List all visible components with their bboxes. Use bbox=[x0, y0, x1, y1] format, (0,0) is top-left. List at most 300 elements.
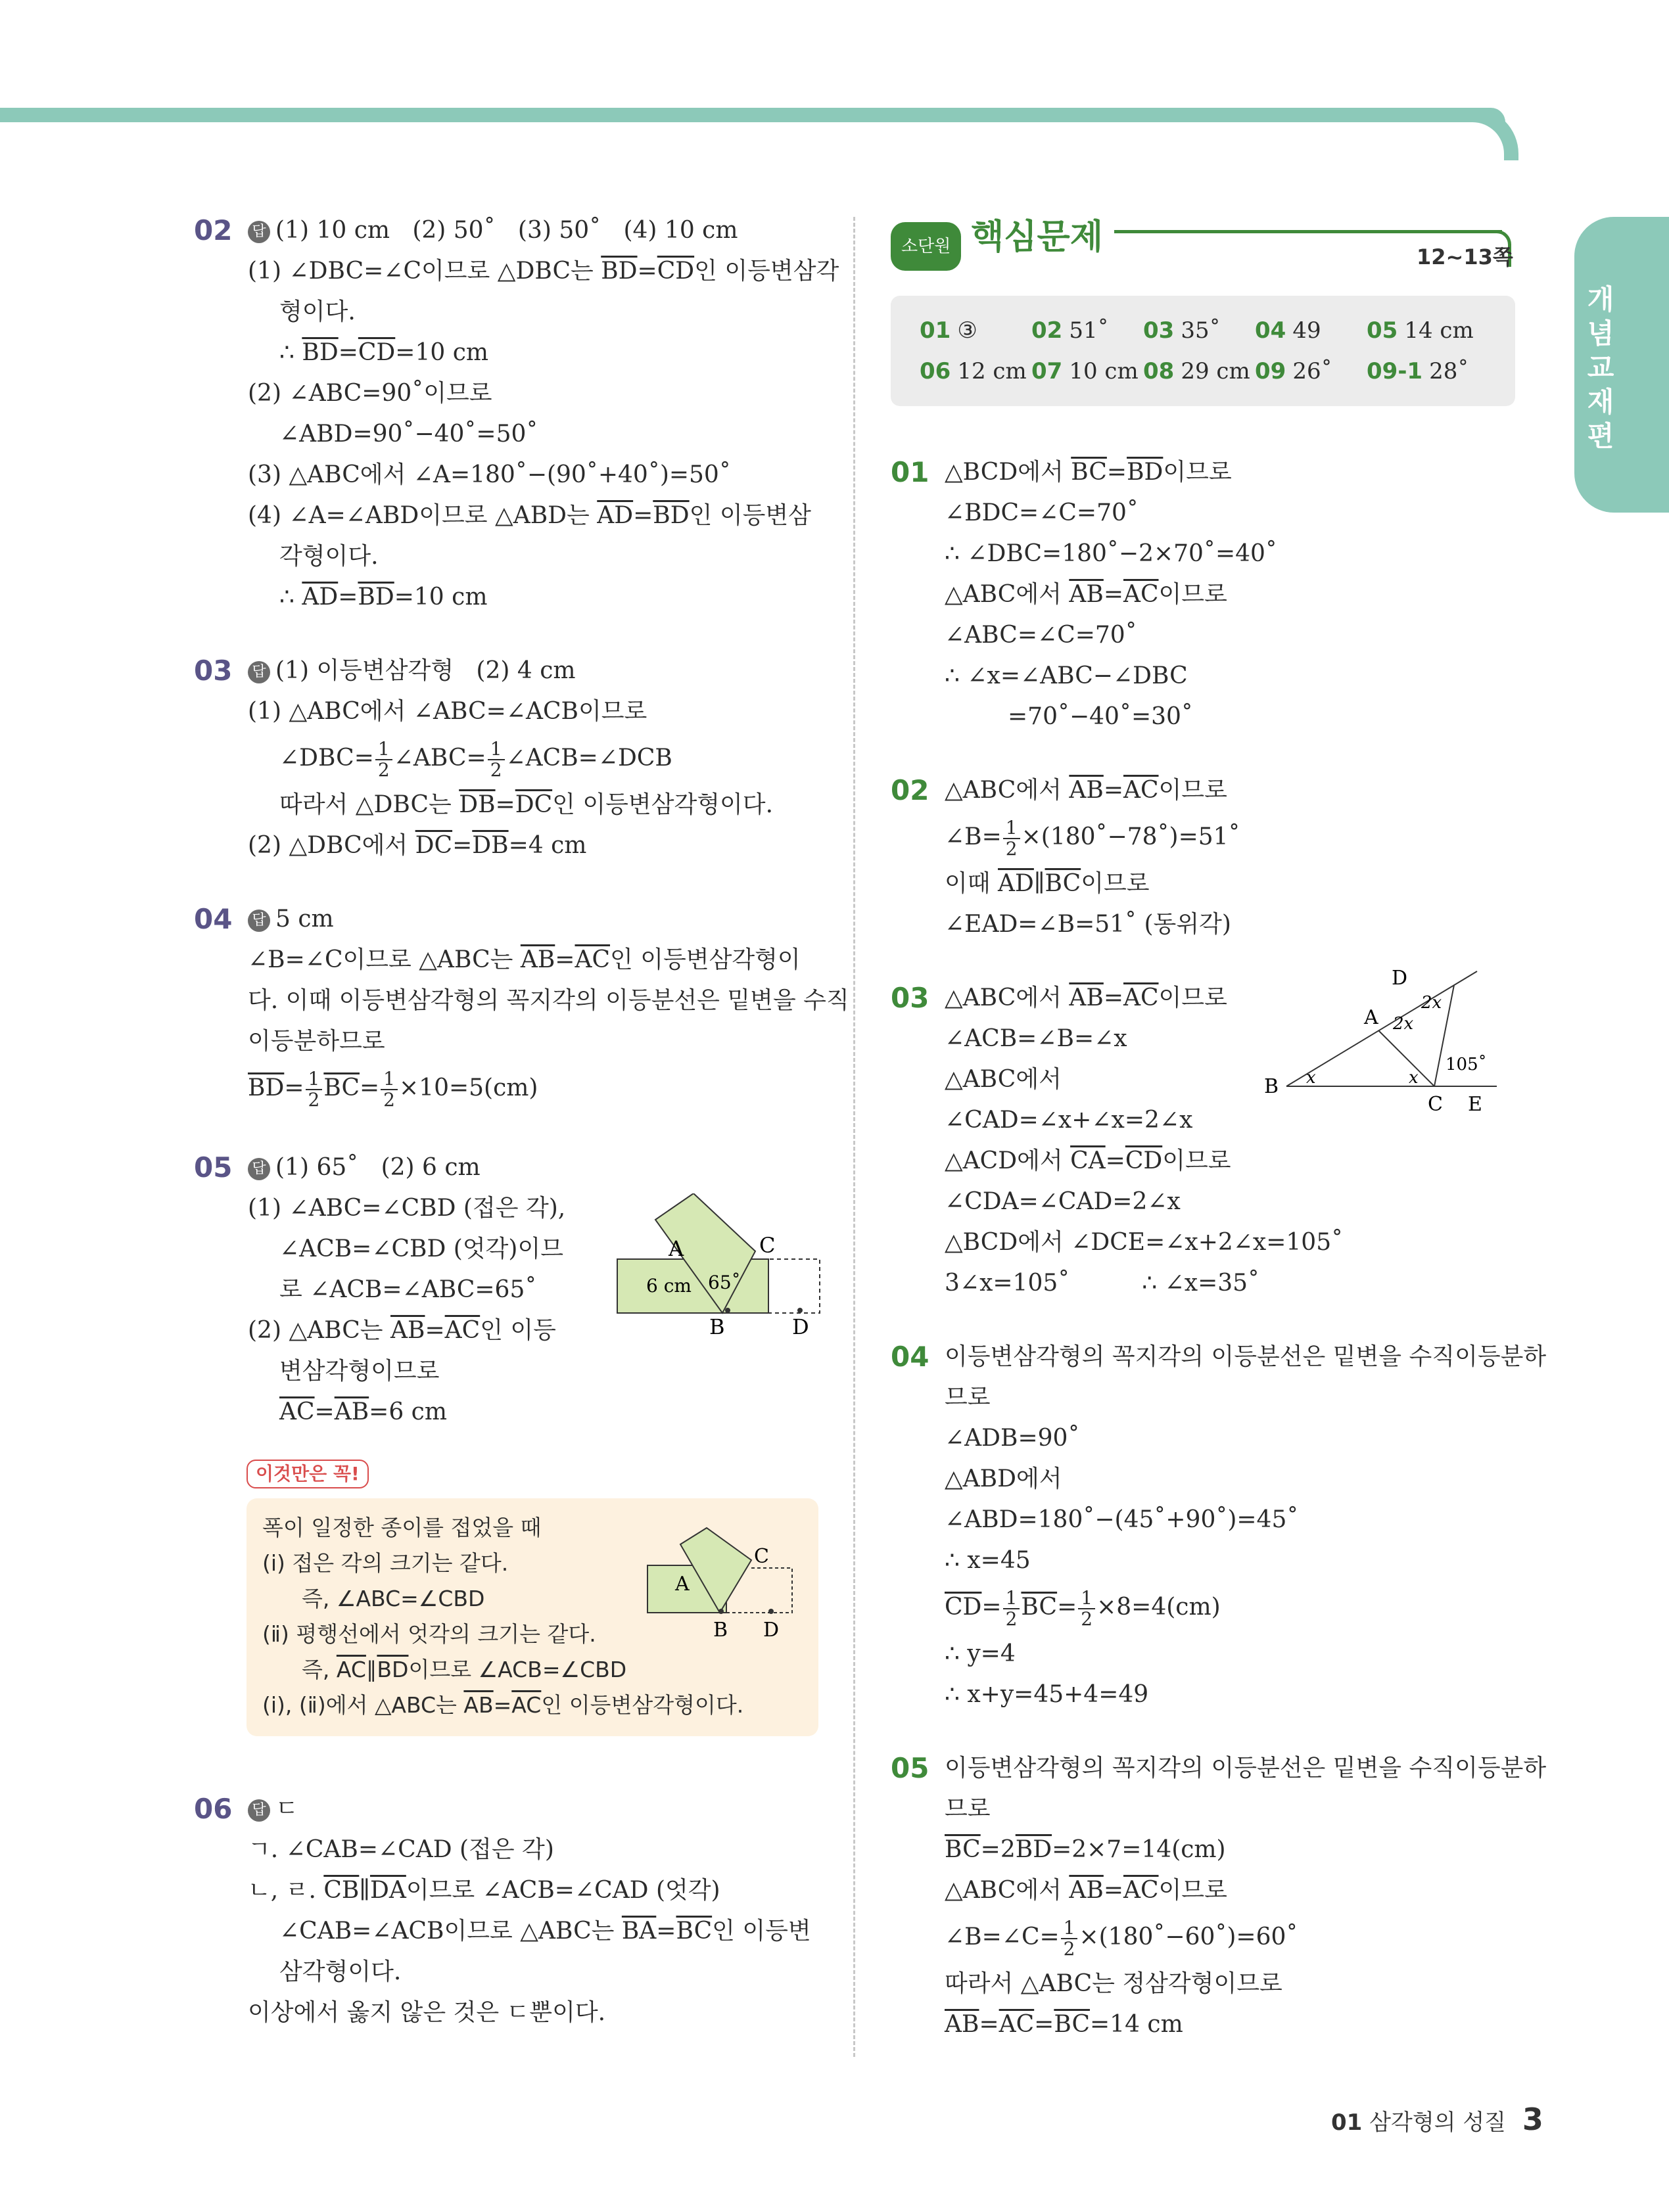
numerator: 1 bbox=[375, 739, 392, 760]
segment: $\overline{CD}$ bbox=[358, 339, 396, 366]
segment: $\overline{BD}$ bbox=[377, 1657, 409, 1682]
label-angle-d: 2x bbox=[1421, 993, 1442, 1013]
top-bar-curve bbox=[1466, 108, 1518, 160]
summary-row bbox=[920, 310, 1486, 351]
item-number: 04 bbox=[1255, 317, 1286, 344]
text: = bbox=[656, 1918, 676, 1945]
label-angle-a: 2x bbox=[1393, 1014, 1414, 1034]
text: ∥ bbox=[365, 1657, 377, 1682]
text: 인 이등변삼 bbox=[689, 502, 811, 529]
denominator: 2 bbox=[1081, 1608, 1093, 1630]
text: 이등분하므로 bbox=[248, 1028, 385, 1055]
text: (3) △ABC에서 ∠A=180˚−(90˚+40˚)=50˚ bbox=[248, 461, 731, 488]
text: ×8=4(cm) bbox=[1096, 1594, 1221, 1621]
segment: $\overline{AB}$ bbox=[334, 1398, 369, 1425]
item-answer: 12 cm bbox=[957, 358, 1027, 384]
tip-folded-paper-figure bbox=[641, 1518, 805, 1643]
text: 므로 bbox=[945, 1795, 991, 1822]
text: ∴ x=45 bbox=[945, 1547, 1031, 1574]
text: ∠EAD=∠B=51˚ (동위각) bbox=[945, 911, 1231, 938]
text: ㄱ. ∠CAB=∠CAD (접은 각) bbox=[248, 1836, 554, 1863]
section-pages: 12~13쪽 bbox=[1417, 244, 1513, 269]
text: ∴ bbox=[279, 584, 302, 611]
text: 인 이등변 bbox=[712, 1918, 811, 1945]
text: ∴ ∠DBC=180˚−2×70˚=40˚ bbox=[945, 540, 1277, 567]
denominator: 2 bbox=[377, 759, 390, 781]
text: =2×7=14(cm) bbox=[1052, 1836, 1226, 1863]
answer: (1) 이등변삼각형 (2) 4 cm bbox=[275, 657, 576, 684]
problem-number: 02 bbox=[194, 214, 233, 246]
text: ∥ bbox=[1033, 870, 1045, 897]
answer: ㄷ bbox=[275, 1795, 298, 1822]
segment: $\overline{AC}$ bbox=[1123, 581, 1159, 608]
text: 따라서 △DBC는 bbox=[279, 791, 459, 818]
segment: $\overline{BD}$ bbox=[1127, 459, 1164, 486]
label-angle-c: x bbox=[1409, 1068, 1419, 1088]
text: =2 bbox=[980, 1836, 1016, 1863]
summary-item bbox=[920, 310, 1031, 351]
item-number: 07 bbox=[1031, 358, 1063, 384]
text: ∠ABD=90˚−40˚=50˚ bbox=[279, 421, 538, 448]
text: = bbox=[1103, 777, 1123, 804]
tip-section bbox=[247, 1452, 818, 1736]
text: ∠BDC=∠C=70˚ bbox=[945, 499, 1139, 526]
text: 이때 bbox=[945, 870, 998, 897]
summary-row bbox=[920, 351, 1486, 392]
label-b: B bbox=[1264, 1075, 1279, 1098]
text: =10 cm bbox=[395, 339, 488, 366]
footer-title: 삼각형의 성질 bbox=[1369, 2109, 1507, 2136]
item-answer: 35˚ bbox=[1181, 317, 1221, 344]
text: ∠ABC=∠C=70˚ bbox=[945, 622, 1137, 649]
text: = bbox=[1034, 2011, 1054, 2038]
text: 이므로 ∠ACB=∠CBD bbox=[408, 1657, 627, 1682]
segment: $\overline{AC}$ bbox=[1123, 777, 1159, 804]
numerator: 1 bbox=[381, 1069, 398, 1090]
point-b bbox=[725, 1308, 730, 1313]
label-length: 6 cm bbox=[646, 1275, 692, 1297]
text: 이므로 bbox=[1081, 870, 1150, 897]
text: = bbox=[637, 258, 657, 285]
summary-item bbox=[1143, 310, 1255, 351]
text: = bbox=[338, 339, 358, 366]
text: = bbox=[979, 2011, 999, 2038]
text: ∴ ∠x=35˚ bbox=[1142, 1270, 1260, 1297]
text: ∠B=∠C이므로 △ABC는 bbox=[248, 946, 521, 973]
item-number: 02 bbox=[1031, 317, 1063, 344]
segment: $\overline{BA}$ bbox=[621, 1918, 657, 1945]
item-number: 01 bbox=[920, 317, 951, 344]
section-title: 핵심문제 bbox=[971, 218, 1103, 257]
denominator: 2 bbox=[383, 1089, 395, 1111]
segment: $\overline{AC}$ bbox=[1123, 984, 1159, 1011]
text: =70˚−40˚=30˚ bbox=[1008, 703, 1193, 730]
item-answer: 14 cm bbox=[1404, 317, 1474, 344]
text: 므로 bbox=[945, 1384, 991, 1411]
text: ×(180˚−60˚)=60˚ bbox=[1079, 1924, 1298, 1950]
segment: $\overline{BD}$ bbox=[601, 258, 638, 285]
text: ∠ACB=∠DCB bbox=[505, 745, 672, 772]
text: (ⅰ), (ⅱ)에서 △ABC는 bbox=[262, 1692, 464, 1718]
item-answer: 51˚ bbox=[1069, 317, 1109, 344]
text: △ABD에서 bbox=[945, 1465, 1062, 1492]
label-d: D bbox=[792, 1314, 809, 1338]
label-d: D bbox=[1392, 967, 1408, 990]
column-divider bbox=[853, 217, 855, 2057]
text: 따라서 △ABC는 정삼각형이므로 bbox=[945, 1970, 1282, 1997]
segment: $\overline{BD}$ bbox=[1015, 1836, 1052, 1863]
item-number: 08 bbox=[1143, 358, 1175, 384]
text: (ⅰ) 접은 각의 크기는 같다. bbox=[262, 1550, 509, 1576]
segment: $\overline{BC}$ bbox=[1045, 870, 1081, 897]
core-solution-04 bbox=[891, 1337, 1547, 1715]
denominator: 2 bbox=[1005, 1608, 1018, 1630]
denominator: 2 bbox=[308, 1089, 320, 1111]
segment: $\overline{BD}$ bbox=[302, 339, 339, 366]
segment: $\overline{BC}$ bbox=[1054, 2011, 1091, 2038]
text: = bbox=[1057, 1594, 1077, 1621]
solution-04 bbox=[194, 899, 849, 1115]
numerator: 1 bbox=[1003, 1588, 1020, 1609]
item-answer: 26˚ bbox=[1292, 358, 1332, 384]
fraction bbox=[381, 1069, 398, 1110]
tip-box bbox=[247, 1498, 818, 1736]
text: △ABC에서 bbox=[945, 984, 1070, 1011]
label-d: D bbox=[763, 1619, 780, 1642]
segment: $\overline{AB}$ bbox=[1069, 1877, 1104, 1904]
segment: $\overline{AC}$ bbox=[279, 1398, 315, 1425]
segment: $\overline{AB}$ bbox=[390, 1317, 425, 1344]
page-footer bbox=[1331, 2102, 1543, 2137]
text: 이므로 ∠ACB=∠CAD (엇각) bbox=[406, 1877, 720, 1904]
answer: (1) 65˚ (2) 6 cm bbox=[275, 1154, 481, 1181]
label-c: C bbox=[759, 1233, 776, 1258]
text: ∠ADB=90˚ bbox=[945, 1425, 1080, 1452]
answer-icon: 답 bbox=[248, 1158, 270, 1180]
text: (4) ∠A=∠ABD이므로 △ABD는 bbox=[248, 502, 598, 529]
segment: $\overline{AB}$ bbox=[1069, 777, 1104, 804]
numerator: 1 bbox=[1061, 1918, 1078, 1939]
text: 이므로 bbox=[1158, 581, 1227, 608]
text: = bbox=[284, 1074, 304, 1101]
label-c: C bbox=[1428, 1093, 1443, 1116]
denominator: 2 bbox=[490, 759, 502, 781]
summary-item bbox=[1255, 351, 1367, 392]
text: 이등변삼각형의 꼭지각의 이등분선은 밑변을 수직이등분하 bbox=[945, 1755, 1547, 1782]
segment: $\overline{BC}$ bbox=[1021, 1594, 1058, 1621]
segment: $\overline{AC}$ bbox=[511, 1692, 542, 1718]
text: ∠ACB=∠CBD (엇각)이므 bbox=[279, 1235, 563, 1262]
problem-number: 03 bbox=[891, 982, 929, 1014]
text: = bbox=[493, 1692, 512, 1718]
text: ∠CAB=∠ACB이므로 △ABC는 bbox=[279, 1918, 622, 1945]
solution-05 bbox=[194, 1147, 825, 1433]
footer-unit: 01 bbox=[1331, 2109, 1363, 2136]
label-c: C bbox=[754, 1545, 769, 1568]
label-b: B bbox=[709, 1314, 725, 1338]
segment: $\overline{AB}$ bbox=[945, 2011, 979, 2038]
segment: $\overline{DB}$ bbox=[472, 832, 509, 859]
problem-number: 02 bbox=[891, 774, 929, 806]
text: 인 이등변삼각형이다. bbox=[552, 791, 774, 818]
item-answer: 29 cm bbox=[1181, 358, 1250, 384]
fraction bbox=[1078, 1588, 1095, 1629]
text: 폭이 일정한 종이를 접었을 때 bbox=[262, 1515, 542, 1540]
text: 형이다. bbox=[279, 298, 356, 325]
text: = bbox=[1106, 459, 1127, 486]
text: ∴ ∠x=∠ABC−∠DBC bbox=[945, 662, 1188, 689]
text: ∠CDA=∠CAD=2∠x bbox=[945, 1188, 1181, 1215]
segment: $\overline{BC}$ bbox=[323, 1074, 360, 1101]
text: (1) ∠ABC=∠CBD (접은 각), bbox=[248, 1195, 566, 1222]
text: (2) ∠ABC=90˚이므로 bbox=[248, 380, 492, 407]
answer: (1) 10 cm (2) 50˚ (3) 50˚ (4) 10 cm bbox=[275, 217, 738, 244]
text: ∠DBC= bbox=[279, 745, 374, 772]
segment: $\overline{BD}$ bbox=[653, 502, 690, 529]
page-number: 3 bbox=[1522, 2102, 1543, 2137]
point-b bbox=[718, 1609, 724, 1614]
solution-02 bbox=[194, 210, 839, 618]
text: 3∠x=105˚ bbox=[945, 1270, 1070, 1297]
summary-item bbox=[1367, 351, 1469, 392]
text: = bbox=[555, 946, 575, 973]
item-answer: 28˚ bbox=[1429, 358, 1469, 384]
point-d bbox=[797, 1308, 803, 1313]
text: = bbox=[1103, 1877, 1123, 1904]
top-decoration-bar bbox=[0, 108, 1505, 122]
text: ㄴ, ㄹ. bbox=[248, 1877, 324, 1904]
header-line bbox=[1114, 230, 1502, 233]
problem-number: 04 bbox=[194, 903, 233, 935]
label-b: B bbox=[713, 1619, 728, 1642]
segment: $\overline{DA}$ bbox=[369, 1877, 406, 1904]
segment: $\overline{BC}$ bbox=[1071, 459, 1107, 486]
segment: $\overline{AB}$ bbox=[463, 1692, 494, 1718]
answer-icon: 답 bbox=[248, 221, 270, 243]
text: = bbox=[360, 1074, 380, 1101]
item-number: 06 bbox=[920, 358, 951, 384]
segment: $\overline{BD}$ bbox=[248, 1074, 285, 1101]
text: (2) △ABC는 bbox=[248, 1317, 391, 1344]
text: 로 ∠ACB=∠ABC=65˚ bbox=[279, 1276, 537, 1303]
segment: $\overline{AC}$ bbox=[999, 2011, 1035, 2038]
text: =6 cm bbox=[369, 1398, 447, 1425]
item-number: 03 bbox=[1143, 317, 1175, 344]
problem-number: 06 bbox=[194, 1793, 233, 1825]
text: (1) △ABC에서 ∠ABC=∠ACB이므로 bbox=[248, 698, 647, 725]
segment: $\overline{AD}$ bbox=[597, 502, 634, 529]
text: △ABC에서 bbox=[945, 777, 1070, 804]
text: (2) △DBC에서 bbox=[248, 832, 415, 859]
numerator: 1 bbox=[306, 1069, 323, 1090]
summary-item bbox=[920, 351, 1031, 392]
text: △ABC에서 bbox=[945, 1877, 1070, 1904]
item-number: 05 bbox=[1367, 317, 1398, 344]
item-number: 09-1 bbox=[1367, 358, 1423, 384]
text: ∠ABD=180˚−(45˚+90˚)=45˚ bbox=[945, 1506, 1299, 1533]
segment: $\overline{BC}$ bbox=[676, 1918, 713, 1945]
segment: $\overline{BD}$ bbox=[358, 584, 394, 611]
folded-paper-figure bbox=[609, 1193, 833, 1338]
segment: $\overline{AB}$ bbox=[1069, 581, 1104, 608]
segment: $\overline{AB}$ bbox=[520, 946, 555, 973]
solution-06 bbox=[194, 1789, 825, 2033]
text: 각형이다. bbox=[279, 543, 379, 570]
text: (1) ∠DBC=∠C이므로 △DBC는 bbox=[248, 258, 601, 285]
left-column bbox=[194, 210, 849, 2066]
text: 이므로 bbox=[1163, 459, 1232, 486]
segment: $\overline{AD}$ bbox=[998, 870, 1034, 897]
text: 즉, bbox=[302, 1657, 337, 1682]
segment: $\overline{CD}$ bbox=[945, 1594, 982, 1621]
item-answer: ③ bbox=[957, 317, 977, 344]
text: 이므로 bbox=[1158, 1877, 1227, 1904]
text: 인 이등변삼각형이 bbox=[610, 946, 801, 973]
text: △BCD에서 ∠DCE=∠x+2∠x=105˚ bbox=[945, 1229, 1344, 1256]
label-e: E bbox=[1468, 1093, 1482, 1116]
right-column bbox=[891, 217, 1547, 2078]
numerator: 1 bbox=[488, 739, 505, 760]
text: △ABC에서 bbox=[945, 581, 1070, 608]
label-angle-b: x bbox=[1306, 1068, 1316, 1088]
segment: $\overline{AC}$ bbox=[1123, 1877, 1159, 1904]
fraction bbox=[1003, 818, 1020, 859]
text: △BCD에서 bbox=[945, 459, 1071, 486]
segment: $\overline{BC}$ bbox=[945, 1836, 981, 1863]
text: ∴ bbox=[279, 339, 302, 366]
text: 이상에서 옳지 않은 것은 ㄷ뿐이다. bbox=[248, 1999, 606, 2026]
problem-number: 04 bbox=[891, 1341, 929, 1373]
text: 이므로 bbox=[1158, 984, 1227, 1011]
text: = bbox=[1103, 581, 1123, 608]
summary-item bbox=[1255, 310, 1367, 351]
answer-icon: 답 bbox=[248, 661, 270, 683]
segment: $\overline{DB}$ bbox=[459, 791, 496, 818]
segment: $\overline{AC}$ bbox=[336, 1657, 366, 1682]
section-badge: 소단원 bbox=[891, 222, 961, 271]
text: ×(180˚−78˚)=51˚ bbox=[1021, 823, 1240, 850]
text: 삼각형이다. bbox=[279, 1958, 402, 1985]
text: ×10=5(cm) bbox=[399, 1074, 538, 1101]
label-a: A bbox=[669, 1236, 684, 1261]
text: ∴ y=4 bbox=[945, 1640, 1016, 1667]
text: = bbox=[314, 1398, 335, 1425]
text: ∥ bbox=[359, 1877, 370, 1904]
item-answer: 49 bbox=[1292, 317, 1321, 344]
text: =10 cm bbox=[394, 584, 488, 611]
text: 이므로 bbox=[1158, 777, 1227, 804]
text: 인 이등변삼각형이다. bbox=[541, 1692, 744, 1718]
denominator: 2 bbox=[1005, 838, 1018, 860]
label-exterior-angle: 105˚ bbox=[1446, 1055, 1487, 1074]
label-a: A bbox=[675, 1573, 690, 1596]
item-answer: 10 cm bbox=[1069, 358, 1139, 384]
section-header bbox=[891, 217, 1515, 296]
text: = bbox=[981, 1594, 1002, 1621]
core-solution-01 bbox=[891, 452, 1515, 737]
summary-item bbox=[1367, 310, 1474, 351]
denominator: 2 bbox=[1063, 1938, 1075, 1960]
text: = bbox=[633, 502, 653, 529]
answer-summary bbox=[891, 296, 1515, 406]
segment: $\overline{AC}$ bbox=[444, 1317, 481, 1344]
fraction bbox=[375, 739, 392, 780]
segment: $\overline{CD}$ bbox=[1125, 1147, 1163, 1174]
text: = bbox=[452, 832, 473, 859]
text: 즉, ∠ABC=∠CBD bbox=[302, 1586, 485, 1611]
core-solution-03 bbox=[891, 967, 1515, 1304]
text: 변삼각형이므로 bbox=[279, 1358, 440, 1385]
point-d bbox=[768, 1609, 774, 1614]
label-angle: 65˚ bbox=[708, 1272, 741, 1293]
fraction bbox=[488, 739, 505, 780]
text: 인 이등변삼각 bbox=[694, 258, 839, 285]
fraction bbox=[306, 1069, 323, 1110]
text: = bbox=[338, 584, 358, 611]
segment: $\overline{CA}$ bbox=[1070, 1147, 1106, 1174]
core-solution-02 bbox=[891, 770, 1515, 945]
fraction bbox=[1061, 1918, 1078, 1959]
text: (ⅱ) 평행선에서 엇각의 크기는 같다. bbox=[262, 1621, 596, 1647]
segment: $\overline{AD}$ bbox=[302, 584, 339, 611]
segment: $\overline{AB}$ bbox=[1069, 984, 1104, 1011]
text: ∠ACB=∠B=∠x bbox=[945, 1025, 1127, 1052]
text: ∠B=∠C= bbox=[945, 1924, 1060, 1950]
text: 이므로 bbox=[1162, 1147, 1231, 1174]
numerator: 1 bbox=[1003, 818, 1020, 839]
solution-03 bbox=[194, 651, 825, 866]
label-a: A bbox=[1364, 1006, 1378, 1029]
numerator: 1 bbox=[1078, 1588, 1095, 1609]
text: △ACD에서 bbox=[945, 1147, 1071, 1174]
text: = bbox=[425, 1317, 445, 1344]
segment: $\overline{CB}$ bbox=[323, 1877, 360, 1904]
text: ∠ABC= bbox=[393, 745, 486, 772]
item-number: 09 bbox=[1255, 358, 1286, 384]
problem-number: 03 bbox=[194, 655, 233, 687]
segment: $\overline{DC}$ bbox=[415, 832, 453, 859]
answer-icon: 답 bbox=[248, 910, 270, 932]
segment: $\overline{CD}$ bbox=[657, 258, 695, 285]
text: ∠CAD=∠x+∠x=2∠x bbox=[945, 1107, 1193, 1134]
text: △ABC에서 bbox=[945, 1066, 1062, 1093]
text: ∴ x+y=45+4=49 bbox=[945, 1681, 1149, 1708]
side-tab-label: 개념교재편 bbox=[1587, 283, 1614, 452]
segment: $\overline{DC}$ bbox=[515, 791, 553, 818]
problem-number: 01 bbox=[891, 456, 929, 488]
problem-number: 05 bbox=[891, 1752, 929, 1784]
text: = bbox=[1103, 984, 1123, 1011]
text: 이등변삼각형의 꼭지각의 이등분선은 밑변을 수직이등분하 bbox=[945, 1343, 1547, 1370]
text: 다. 이때 이등변삼각형의 꼭지각의 이등분선은 밑변을 수직 bbox=[248, 987, 849, 1014]
problem-number: 05 bbox=[194, 1151, 233, 1184]
text: = bbox=[495, 791, 515, 818]
core-solution-05 bbox=[891, 1748, 1547, 2045]
answer-icon: 답 bbox=[248, 1799, 270, 1822]
summary-item bbox=[1143, 351, 1255, 392]
text: ∠B= bbox=[945, 823, 1002, 850]
text: =14 cm bbox=[1090, 2011, 1183, 2038]
answer: 5 cm bbox=[275, 906, 334, 933]
triangle-figure bbox=[1254, 965, 1516, 1116]
tip-label: 이것만은 꼭! bbox=[247, 1460, 369, 1488]
text: = bbox=[1105, 1147, 1125, 1174]
fraction bbox=[1003, 1588, 1020, 1629]
summary-item bbox=[1031, 310, 1143, 351]
summary-item bbox=[1031, 351, 1143, 392]
text: 인 이등 bbox=[480, 1317, 556, 1344]
segment: $\overline{AC}$ bbox=[575, 946, 611, 973]
